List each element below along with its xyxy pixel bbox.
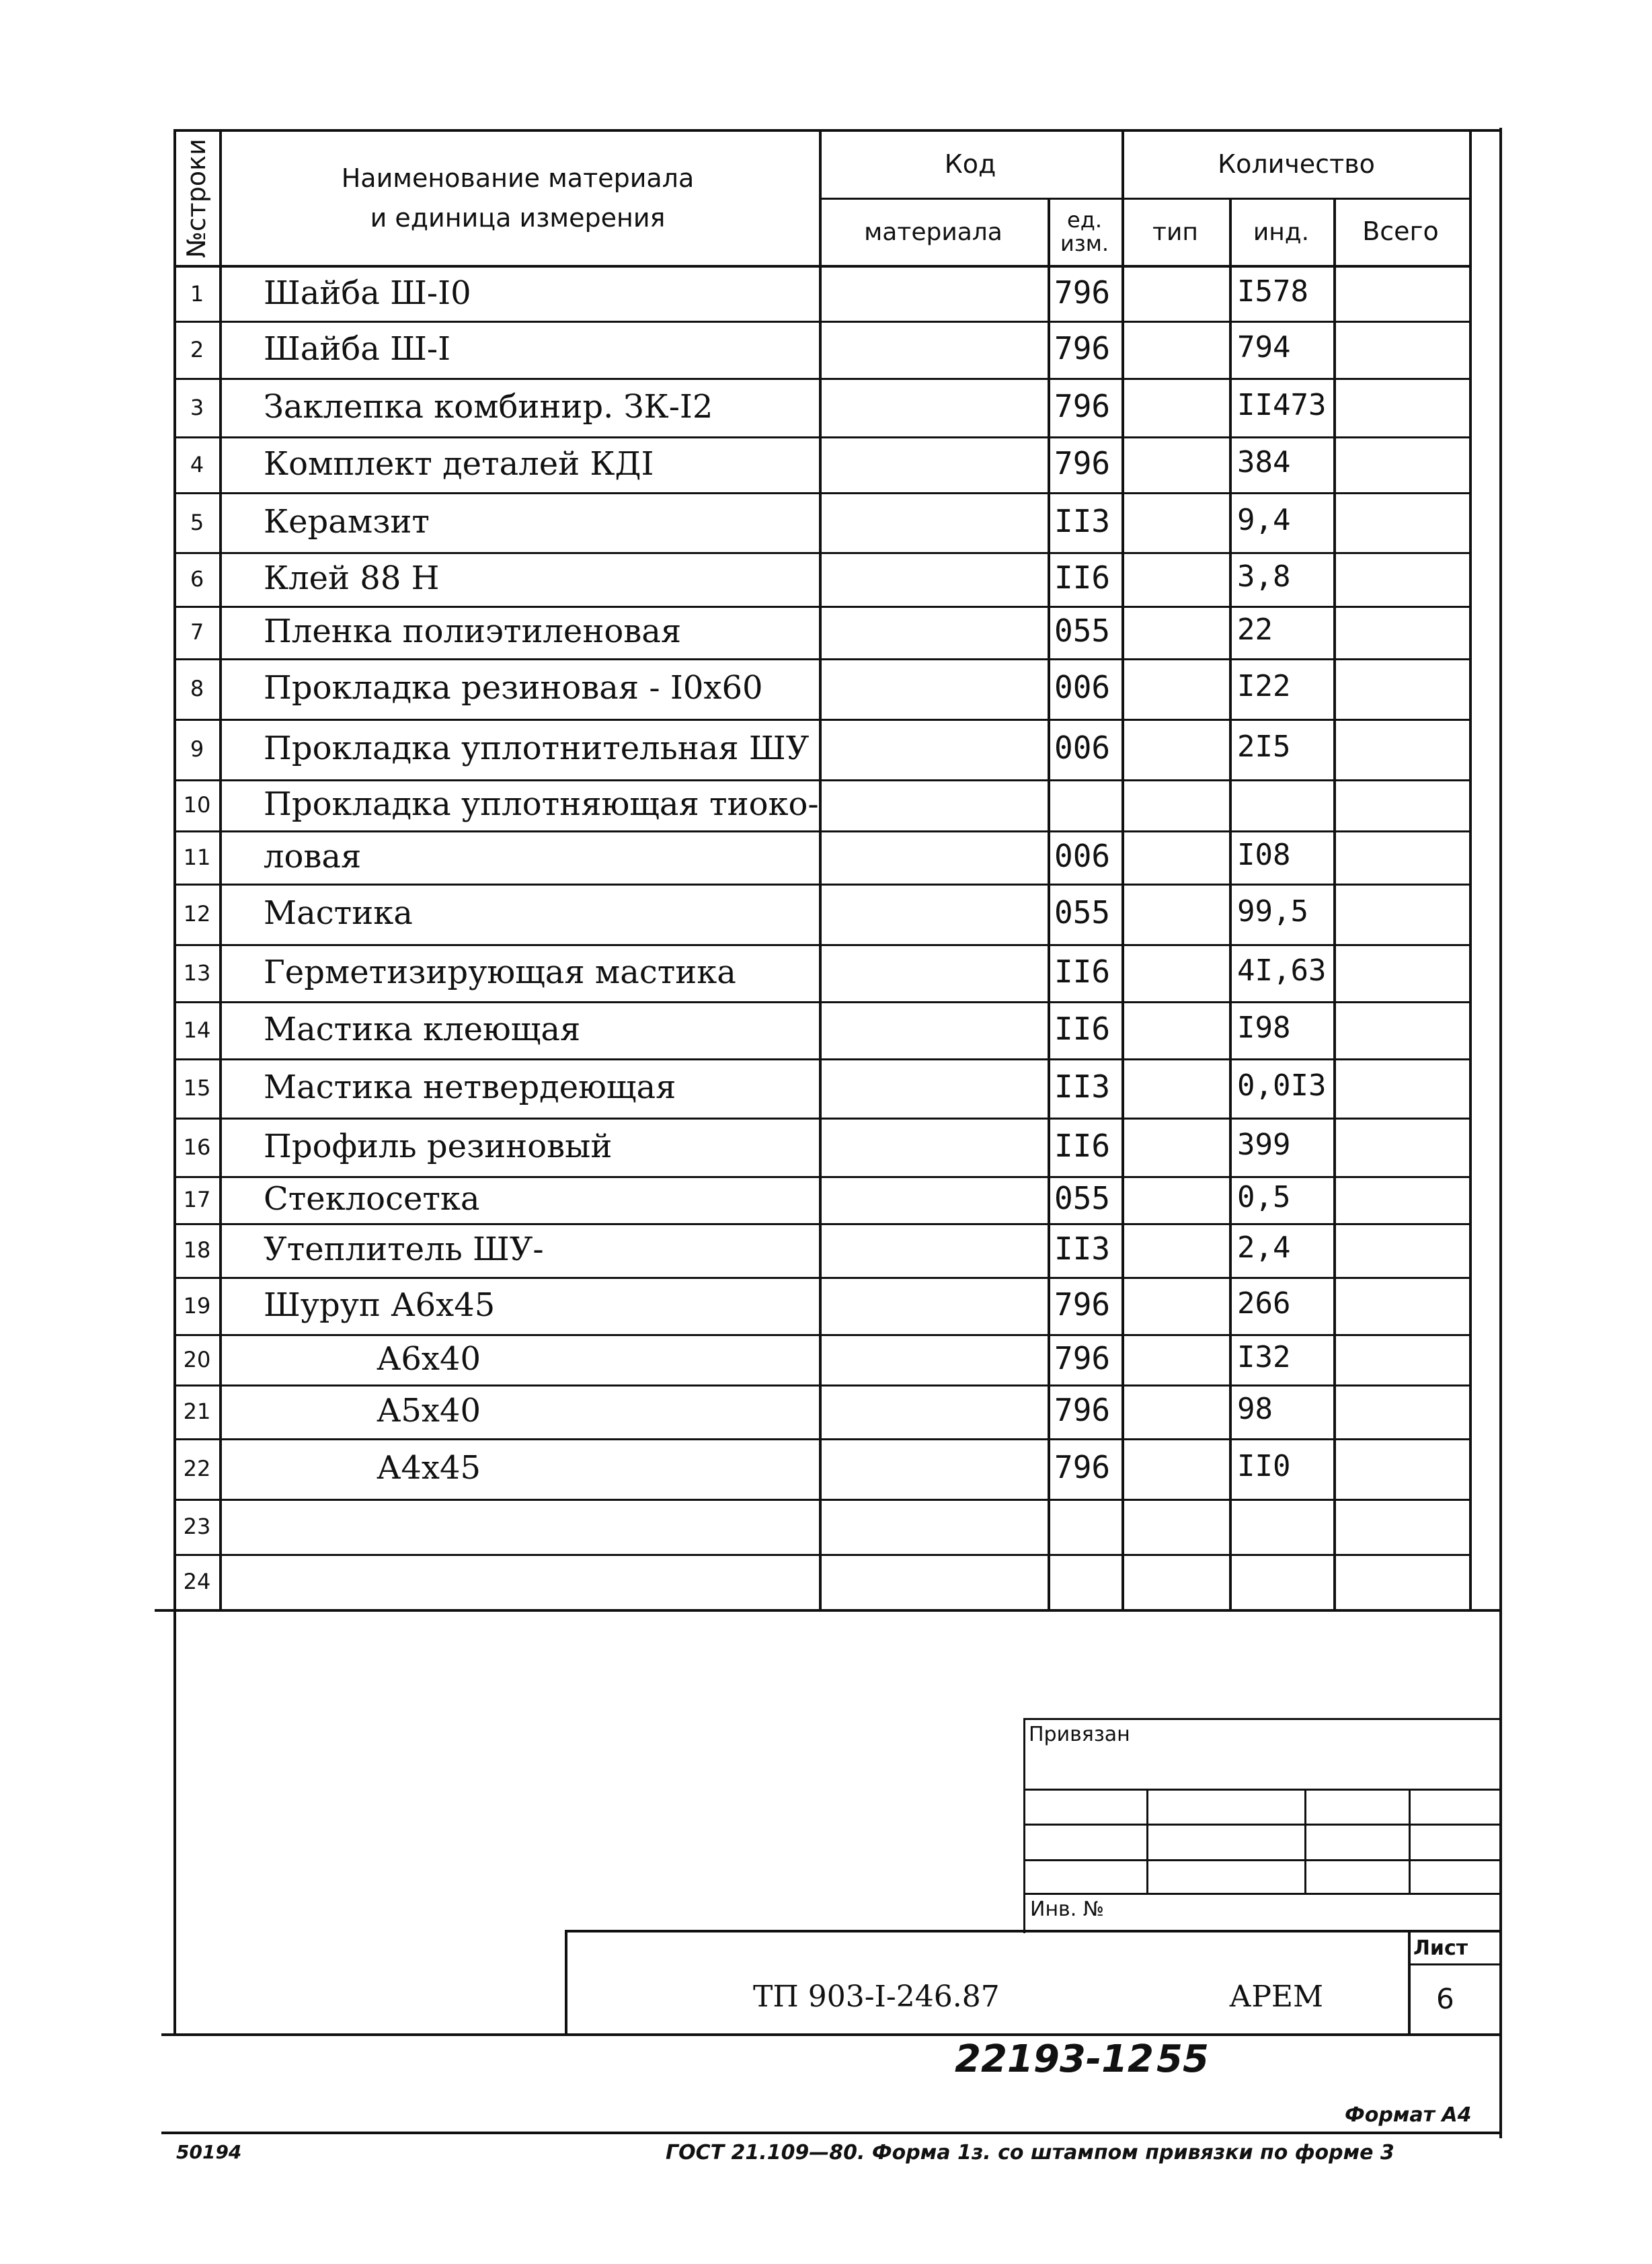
individual-quantity: 0,5 [1237, 1180, 1291, 1214]
unit-code: 796 [1054, 329, 1111, 366]
individual-quantity: I32 [1237, 1339, 1291, 1374]
title-box-left [565, 1930, 567, 2033]
row-number: 11 [183, 844, 211, 870]
row-number: 7 [190, 619, 204, 645]
stamp-grid-h1 [1023, 1789, 1499, 1791]
material-name: Заклепка комбинир. ЗК-I2 [264, 387, 713, 426]
row-number: 2 [190, 336, 204, 362]
material-name: ловая [264, 837, 362, 875]
row-divider [173, 779, 1471, 781]
row-divider [173, 1277, 1471, 1279]
frame-right-line [1499, 128, 1502, 2138]
individual-quantity: I578 [1237, 274, 1308, 309]
individual-quantity: 99,5 [1237, 894, 1308, 929]
individual-quantity: 9,4 [1237, 502, 1291, 537]
frame-bottom-line [161, 2033, 1502, 2036]
material-name: Шайба Ш-I [264, 329, 451, 368]
handwritten-page-number: 55 [1156, 2037, 1209, 2081]
format-label: Формат А4 [1345, 2103, 1472, 2127]
unit-code: 796 [1054, 274, 1111, 311]
row-number: 3 [190, 394, 204, 420]
material-name: Комплект деталей КДI [264, 444, 654, 483]
material-name: Клей 88 Н [264, 559, 440, 597]
footer-rule [161, 2132, 1502, 2134]
unit-code: 796 [1054, 1339, 1111, 1376]
unit-code: II6 [1054, 1127, 1111, 1164]
row-number: 1 [190, 281, 204, 307]
individual-quantity: 266 [1237, 1286, 1291, 1321]
row-divider [173, 1118, 1471, 1120]
row-divider [173, 492, 1471, 494]
material-name: Шайба Ш-I0 [264, 274, 471, 312]
individual-quantity: 2I5 [1237, 730, 1291, 764]
header-name-line2: и единица измерения [370, 203, 666, 233]
unit-code: 006 [1054, 669, 1111, 705]
row-number: 10 [183, 792, 211, 818]
stamp-box-left [1023, 1718, 1025, 1933]
individual-quantity: 0,0I3 [1237, 1068, 1327, 1103]
header-code-unit: ед. изм. [1060, 206, 1109, 256]
stamp-grid-h3 [1023, 1859, 1499, 1861]
individual-quantity: I08 [1237, 837, 1291, 872]
stamp-grid-h2 [1023, 1824, 1499, 1826]
document-section: АРЕМ [1229, 1980, 1324, 2014]
stamp-grid-h4 [1023, 1893, 1499, 1895]
stamp-grid-v2 [1304, 1789, 1306, 1895]
unit-code: 055 [1054, 894, 1111, 931]
material-name: Герметизирующая мастика [264, 953, 736, 991]
material-name: Мастика [264, 894, 413, 932]
row-divider [173, 658, 1471, 660]
row-divider [173, 944, 1471, 946]
sheet-box-mid [1408, 1963, 1499, 1965]
row-divider [173, 1001, 1471, 1003]
individual-quantity: 3,8 [1237, 559, 1291, 594]
row-divider [173, 552, 1471, 554]
header-qty-type: тип [1152, 218, 1198, 246]
material-name: Прокладка уплотнительная ШУ [264, 730, 810, 767]
row-number: 23 [183, 1514, 211, 1539]
col-after-material [1048, 199, 1050, 1611]
material-name: Стеклосетка [264, 1180, 480, 1218]
row-number: 4 [190, 451, 204, 477]
footer-left-code: 50194 [176, 2141, 242, 2163]
stamp-grid-v1 [1146, 1789, 1148, 1895]
row-number: 19 [183, 1292, 211, 1319]
unit-code: 055 [1054, 613, 1111, 649]
header-name-column [222, 155, 814, 242]
unit-code: II6 [1054, 1010, 1111, 1047]
col-after-unit [1122, 131, 1124, 1610]
row-divider [173, 830, 1471, 832]
material-name: Керамзит [264, 502, 430, 541]
unit-code: II3 [1054, 1068, 1111, 1105]
header-bottom-line [173, 265, 1471, 268]
row-number: 8 [190, 676, 204, 701]
header-code-group: Код [944, 149, 996, 180]
row-divider [173, 1499, 1471, 1501]
individual-quantity: II0 [1237, 1449, 1291, 1483]
row-divider [173, 378, 1471, 380]
unit-code: II6 [1054, 559, 1111, 596]
stamp-grid-v3 [1409, 1789, 1411, 1895]
header-quantity-group: Количество [1218, 149, 1375, 180]
header-row-number: №строки [182, 139, 212, 258]
unit-code: 796 [1054, 1392, 1111, 1428]
unit-code: II6 [1054, 953, 1111, 990]
row-divider [173, 1384, 1471, 1387]
material-name: Мастика клеющая [264, 1010, 581, 1048]
col-after-name [819, 131, 822, 1610]
unit-code: 796 [1054, 444, 1111, 481]
row-divider [173, 436, 1471, 438]
stamp-inv-label: Инв. № [1030, 1898, 1105, 1921]
row-divider [173, 321, 1471, 323]
stamp-box-top [1023, 1718, 1499, 1720]
individual-quantity: I98 [1237, 1010, 1291, 1045]
document-code: ТП 903-I-246.87 [753, 1980, 1000, 2014]
row-divider [173, 1058, 1471, 1060]
material-name: А5х40 [377, 1392, 481, 1430]
material-name: Шуруп А6х45 [264, 1286, 496, 1324]
unit-code: 796 [1054, 387, 1111, 424]
individual-quantity: 384 [1237, 444, 1291, 479]
header-qty-ind: инд. [1253, 218, 1310, 246]
material-name: Прокладка уплотняющая тиоко- [264, 785, 819, 823]
header-qty-total: Всего [1362, 217, 1439, 247]
sheet-label: Лист [1413, 1937, 1468, 1960]
row-number: 15 [183, 1075, 211, 1101]
unit-code: II3 [1054, 502, 1111, 539]
row-number: 18 [183, 1237, 211, 1263]
unit-code: 006 [1054, 730, 1111, 766]
row-number: 13 [183, 960, 211, 986]
col-after-ind [1333, 199, 1336, 1611]
unit-code: 055 [1054, 1180, 1111, 1216]
row-number: 20 [183, 1346, 211, 1372]
row-number: 12 [183, 901, 211, 927]
unit-code: II3 [1054, 1231, 1111, 1267]
row-divider [173, 719, 1471, 721]
row-number: 6 [190, 566, 204, 592]
row-number: 9 [190, 736, 204, 762]
unit-code: 796 [1054, 1449, 1111, 1485]
row-number: 14 [183, 1017, 211, 1043]
material-name: А4х45 [377, 1449, 481, 1487]
header-mid-line [819, 198, 1471, 200]
handwritten-registry-number: 22193-12 [955, 2037, 1154, 2081]
material-name: А6х40 [377, 1339, 481, 1378]
individual-quantity: II473 [1237, 387, 1327, 422]
individual-quantity: 399 [1237, 1127, 1291, 1162]
footer-gost-reference: ГОСТ 21.109—80. Форма 1з. со штампом привязки по форме 3 [666, 2141, 1394, 2164]
individual-quantity: 794 [1237, 329, 1291, 364]
header-name-line1: Наименование материала [341, 163, 695, 193]
row-number: 21 [183, 1399, 211, 1424]
row-number: 22 [183, 1456, 211, 1481]
material-name: Пленка полиэтиленовая [264, 613, 682, 650]
sheet-number: 6 [1436, 1982, 1454, 2015]
row-number: 16 [183, 1134, 211, 1160]
row-number: 5 [190, 509, 204, 535]
individual-quantity: 22 [1237, 613, 1273, 647]
material-name: Мастика нетвердеющая [264, 1068, 676, 1106]
table-bottom-line [155, 1609, 1502, 1612]
header-code-material: материала [864, 218, 1002, 246]
row-divider [173, 1176, 1471, 1178]
individual-quantity: 4I,63 [1237, 953, 1327, 988]
row-divider [173, 1438, 1471, 1440]
col-after-type [1229, 199, 1232, 1611]
material-name: Прокладка резиновая - I0х60 [264, 669, 763, 707]
individual-quantity: I22 [1237, 669, 1291, 703]
row-divider [173, 884, 1471, 886]
unit-code: 006 [1054, 837, 1111, 874]
sheet-box-left [1408, 1930, 1411, 2033]
unit-code: 796 [1054, 1286, 1111, 1323]
row-divider [173, 1554, 1471, 1556]
row-divider [173, 1223, 1471, 1225]
frame-top-line [173, 129, 1502, 132]
title-box-top [565, 1930, 1499, 1933]
row-divider [173, 1334, 1471, 1336]
material-name: Утеплитель ШУ- [264, 1231, 544, 1268]
row-divider [173, 606, 1471, 608]
stamp-bound-label: Привязан [1029, 1723, 1130, 1746]
row-number: 17 [183, 1187, 211, 1212]
material-name: Профиль резиновый [264, 1127, 613, 1165]
individual-quantity: 98 [1237, 1392, 1273, 1426]
individual-quantity: 2,4 [1237, 1231, 1291, 1265]
row-number: 24 [183, 1568, 211, 1594]
col-right-table [1469, 131, 1472, 1610]
